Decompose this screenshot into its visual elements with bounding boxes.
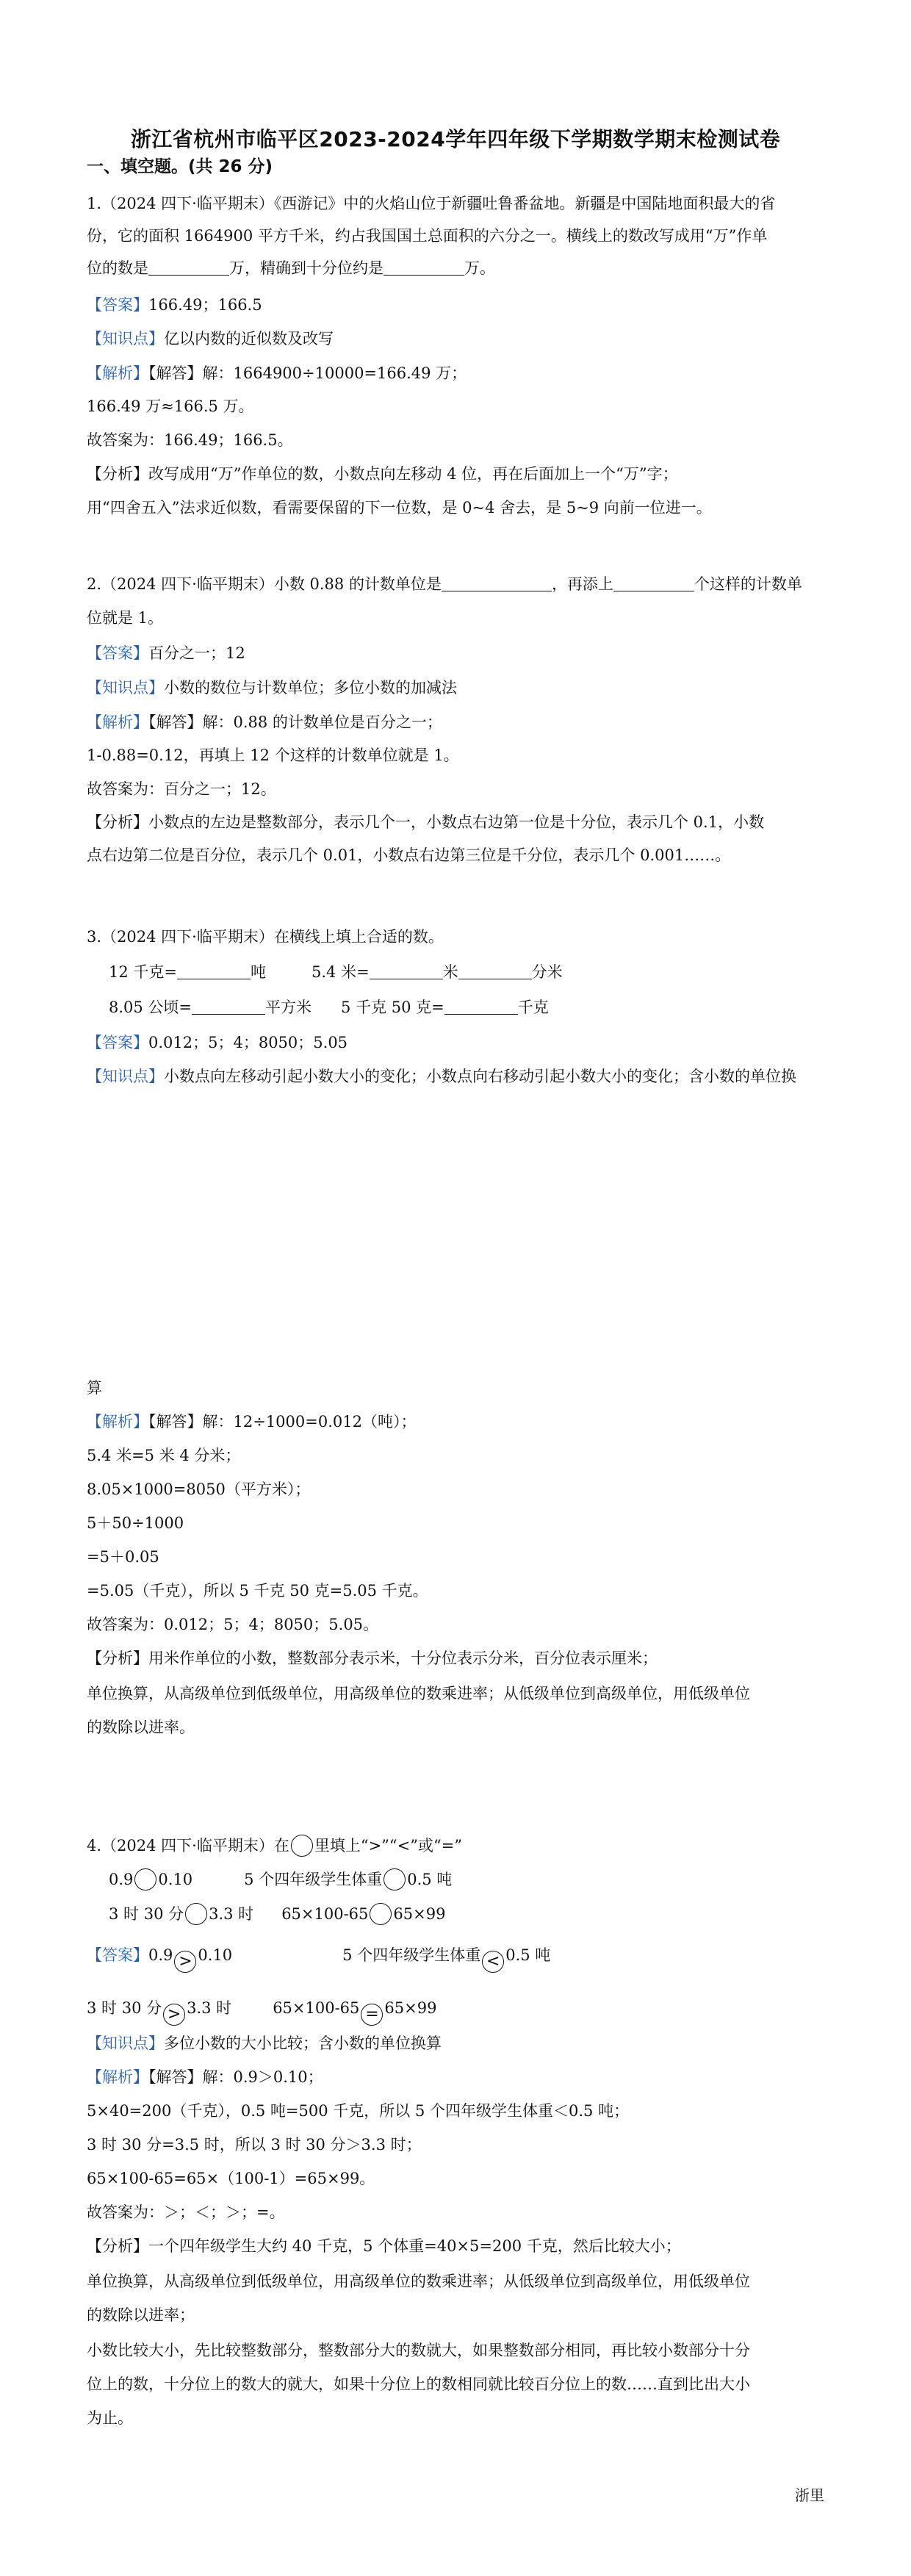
compare-circle <box>185 1903 207 1925</box>
compare-circle <box>134 1868 156 1890</box>
q3-fenxi-line: 单位换算，从高级单位到低级单位，用高级单位的数乘进率；从低级单位到高级单位，用低级单位 <box>87 1685 750 1702</box>
q4-answer-line: 3 时 30 分 > 3.3 时 65×100-65 = 65×99 <box>87 1997 436 2026</box>
q3-row: 12 千克= 吨 5.4 米= 米 分米 <box>109 963 563 981</box>
q4-analysis-line: 故答案为：＞；＜；＞；=。 <box>87 2203 285 2221</box>
q1-knowledge: 【知识点】亿以内数的近似数及改写 <box>87 330 334 348</box>
q3-answer: 【答案】0.012；5；4；8050；5.05 <box>87 1034 348 1051</box>
q3-analysis-line: 5＋50÷1000 <box>87 1514 184 1532</box>
q3-analysis-line: 故答案为：0.012；5；4；8050；5.05。 <box>87 1616 379 1633</box>
q3-analysis-line: 5.4 米=5 米 4 分米； <box>87 1447 241 1464</box>
q1-analysis-line: 166.49 万≈166.5 万。 <box>87 397 254 415</box>
compare-circle: > <box>174 1951 196 1973</box>
q4-fenxi-line: 位上的数，十分位上的数大的就大，如果十分位上的数相同就比较百分位上的数……直到比出大小 <box>87 2375 750 2393</box>
answer-blank <box>458 963 532 979</box>
q4-knowledge: 【知识点】多位小数的大小比较；含小数的单位换算 <box>87 2034 442 2052</box>
q3-fenxi-line: 的数除以进率。 <box>87 1719 195 1736</box>
answer-blank <box>370 963 443 979</box>
q1-text-line: 1.（2024 四下·临平期末）《西游记》中的火焰山位于新疆吐鲁番盆地。新疆是中国陆地面积最大的省 <box>87 195 776 212</box>
compare-circle <box>384 1868 406 1890</box>
compare-circle: > <box>163 2004 185 2026</box>
q2-fenxi-line: 【分析】小数点的左边是整数部分，表示几个一，小数点右边第一位是十分位，表示几个 0.1，小数 <box>87 813 765 831</box>
q1-analysis-line: 故答案为：166.49；166.5。 <box>87 431 293 449</box>
q3-knowledge: 【知识点】小数点向左移动引起小数大小的变化；小数点向右移动引起小数大小的变化；含小数的单位换 <box>87 1068 796 1085</box>
q4-fenxi-line: 小数比较大小，先比较整数部分，整数部分大的数就大，如果整数部分相同，再比较小数部分十分 <box>87 2342 750 2359</box>
q4-fenxi-line: 的数除以进率； <box>87 2306 195 2324</box>
q4-answer: 【答案】0.9 > 0.10 5 个四年级学生体重 < 0.5 吨 <box>87 1944 550 1973</box>
q2-analysis-line: 故答案为：百分之一；12。 <box>87 780 276 798</box>
q4-fenxi-line: 【分析】一个四年级学生大约 40 千克，5 个体重=40×5=200 千克，然后比较大小； <box>87 2237 681 2255</box>
section-heading: 一、填空题。(共 26 分) <box>87 157 273 176</box>
q4-row: 3 时 30 分 3.3 时 65×100-65 65×99 <box>109 1903 445 1925</box>
q3-analysis-line: =5.05（千克），所以 5 千克 50 克=5.05 千克。 <box>87 1582 428 1600</box>
q2-answer: 【答案】百分之一；12 <box>87 644 245 662</box>
answer-blank <box>613 575 694 591</box>
q3-analysis: 【解析】【解答】解：12÷1000=0.012（吨）； <box>87 1413 417 1431</box>
q4-analysis-line: 5×40=200（千克），0.5 吨=500 千克，所以 5 个四年级学生体重＜0.5 吨； <box>87 2102 630 2120</box>
q4-analysis: 【解析】【解答】解：0.9＞0.10； <box>87 2068 323 2086</box>
q4-analysis-line: 3 时 30 分=3.5 时，所以 3 时 30 分＞3.3 时； <box>87 2136 422 2154</box>
q2-text-line: 位就是 1。 <box>87 609 164 627</box>
q3-analysis-line: =5＋0.05 <box>87 1548 159 1566</box>
q1-answer: 【答案】166.49；166.5 <box>87 296 262 314</box>
q4-text-line: 4.（2024 四下·临平期末）在 里填上“>”“<”或“=” <box>87 1835 462 1857</box>
answer-blank <box>177 963 251 979</box>
compare-circle <box>291 1835 313 1857</box>
answer-blank <box>442 575 552 591</box>
answer-blank <box>148 259 229 276</box>
q2-analysis-line: 1-0.88=0.12，再填上 12 个这样的计数单位就是 1。 <box>87 746 459 764</box>
q1-text-line: 份，它的面积 1664900 平方千米，约占我国国土总面积的六分之一。横线上的数改写成用“万”作单 <box>87 227 768 245</box>
q1-fenxi-line: 【分析】改写成用“万”作单位的数，小数点向左移动 4 位，再在后面加上一个“万”字； <box>87 465 678 483</box>
q3-text-line: 3.（2024 四下·临平期末）在横线上填上合适的数。 <box>87 928 444 946</box>
q2-text-line: 2.（2024 四下·临平期末）小数 0.88 的计数单位是 ，再添上 个这样的计数单 <box>87 575 802 593</box>
q3-row: 8.05 公顷= 平方米 5 千克 50 克= 千克 <box>109 999 549 1016</box>
q2-fenxi-line: 点右边第二位是百分位，表示几个 0.01，小数点右边第三位是千分位，表示几个 0.001……。 <box>87 846 731 864</box>
answer-blank <box>192 998 265 1015</box>
footer-watermark: 浙里 <box>795 2486 824 2504</box>
answer-blank <box>444 998 518 1015</box>
q4-row: 0.9 0.10 5 个四年级学生体重 0.5 吨 <box>109 1868 452 1890</box>
q4-analysis-line: 65×100-65=65×（100-1）=65×99。 <box>87 2170 375 2187</box>
compare-circle: = <box>361 2004 383 2026</box>
q3-knowledge-line: 算 <box>87 1379 102 1397</box>
page-title: 浙江省杭州市临平区2023-2024学年四年级下学期数学期末检测试卷 <box>130 127 781 151</box>
q4-fenxi-line: 为止。 <box>87 2409 133 2427</box>
q3-analysis-line: 8.05×1000=8050（平方米）； <box>87 1481 311 1498</box>
q4-fenxi-line: 单位换算，从高级单位到低级单位，用高级单位的数乘进率；从低级单位到高级单位，用低级单位 <box>87 2273 750 2290</box>
compare-circle: < <box>482 1951 504 1973</box>
q2-analysis: 【解析】【解答】解：0.88 的计数单位是百分之一； <box>87 713 442 731</box>
q1-text-line: 位的数是 万，精确到十分位约是 万。 <box>87 259 495 277</box>
q1-analysis: 【解析】【解答】解：1664900÷10000=166.49 万； <box>87 364 467 382</box>
q2-knowledge: 【知识点】小数的数位与计数单位；多位小数的加减法 <box>87 679 457 697</box>
compare-circle <box>370 1903 392 1925</box>
q1-fenxi-line: 用“四舍五入”法求近似数，看需要保留的下一位数，是 0~4 舍去，是 5~9 向前一位进一。 <box>87 499 712 517</box>
q3-fenxi-line: 【分析】用米作单位的小数，整数部分表示米，十分位表示分米，百分位表示厘米； <box>87 1649 658 1667</box>
answer-blank <box>384 259 464 276</box>
